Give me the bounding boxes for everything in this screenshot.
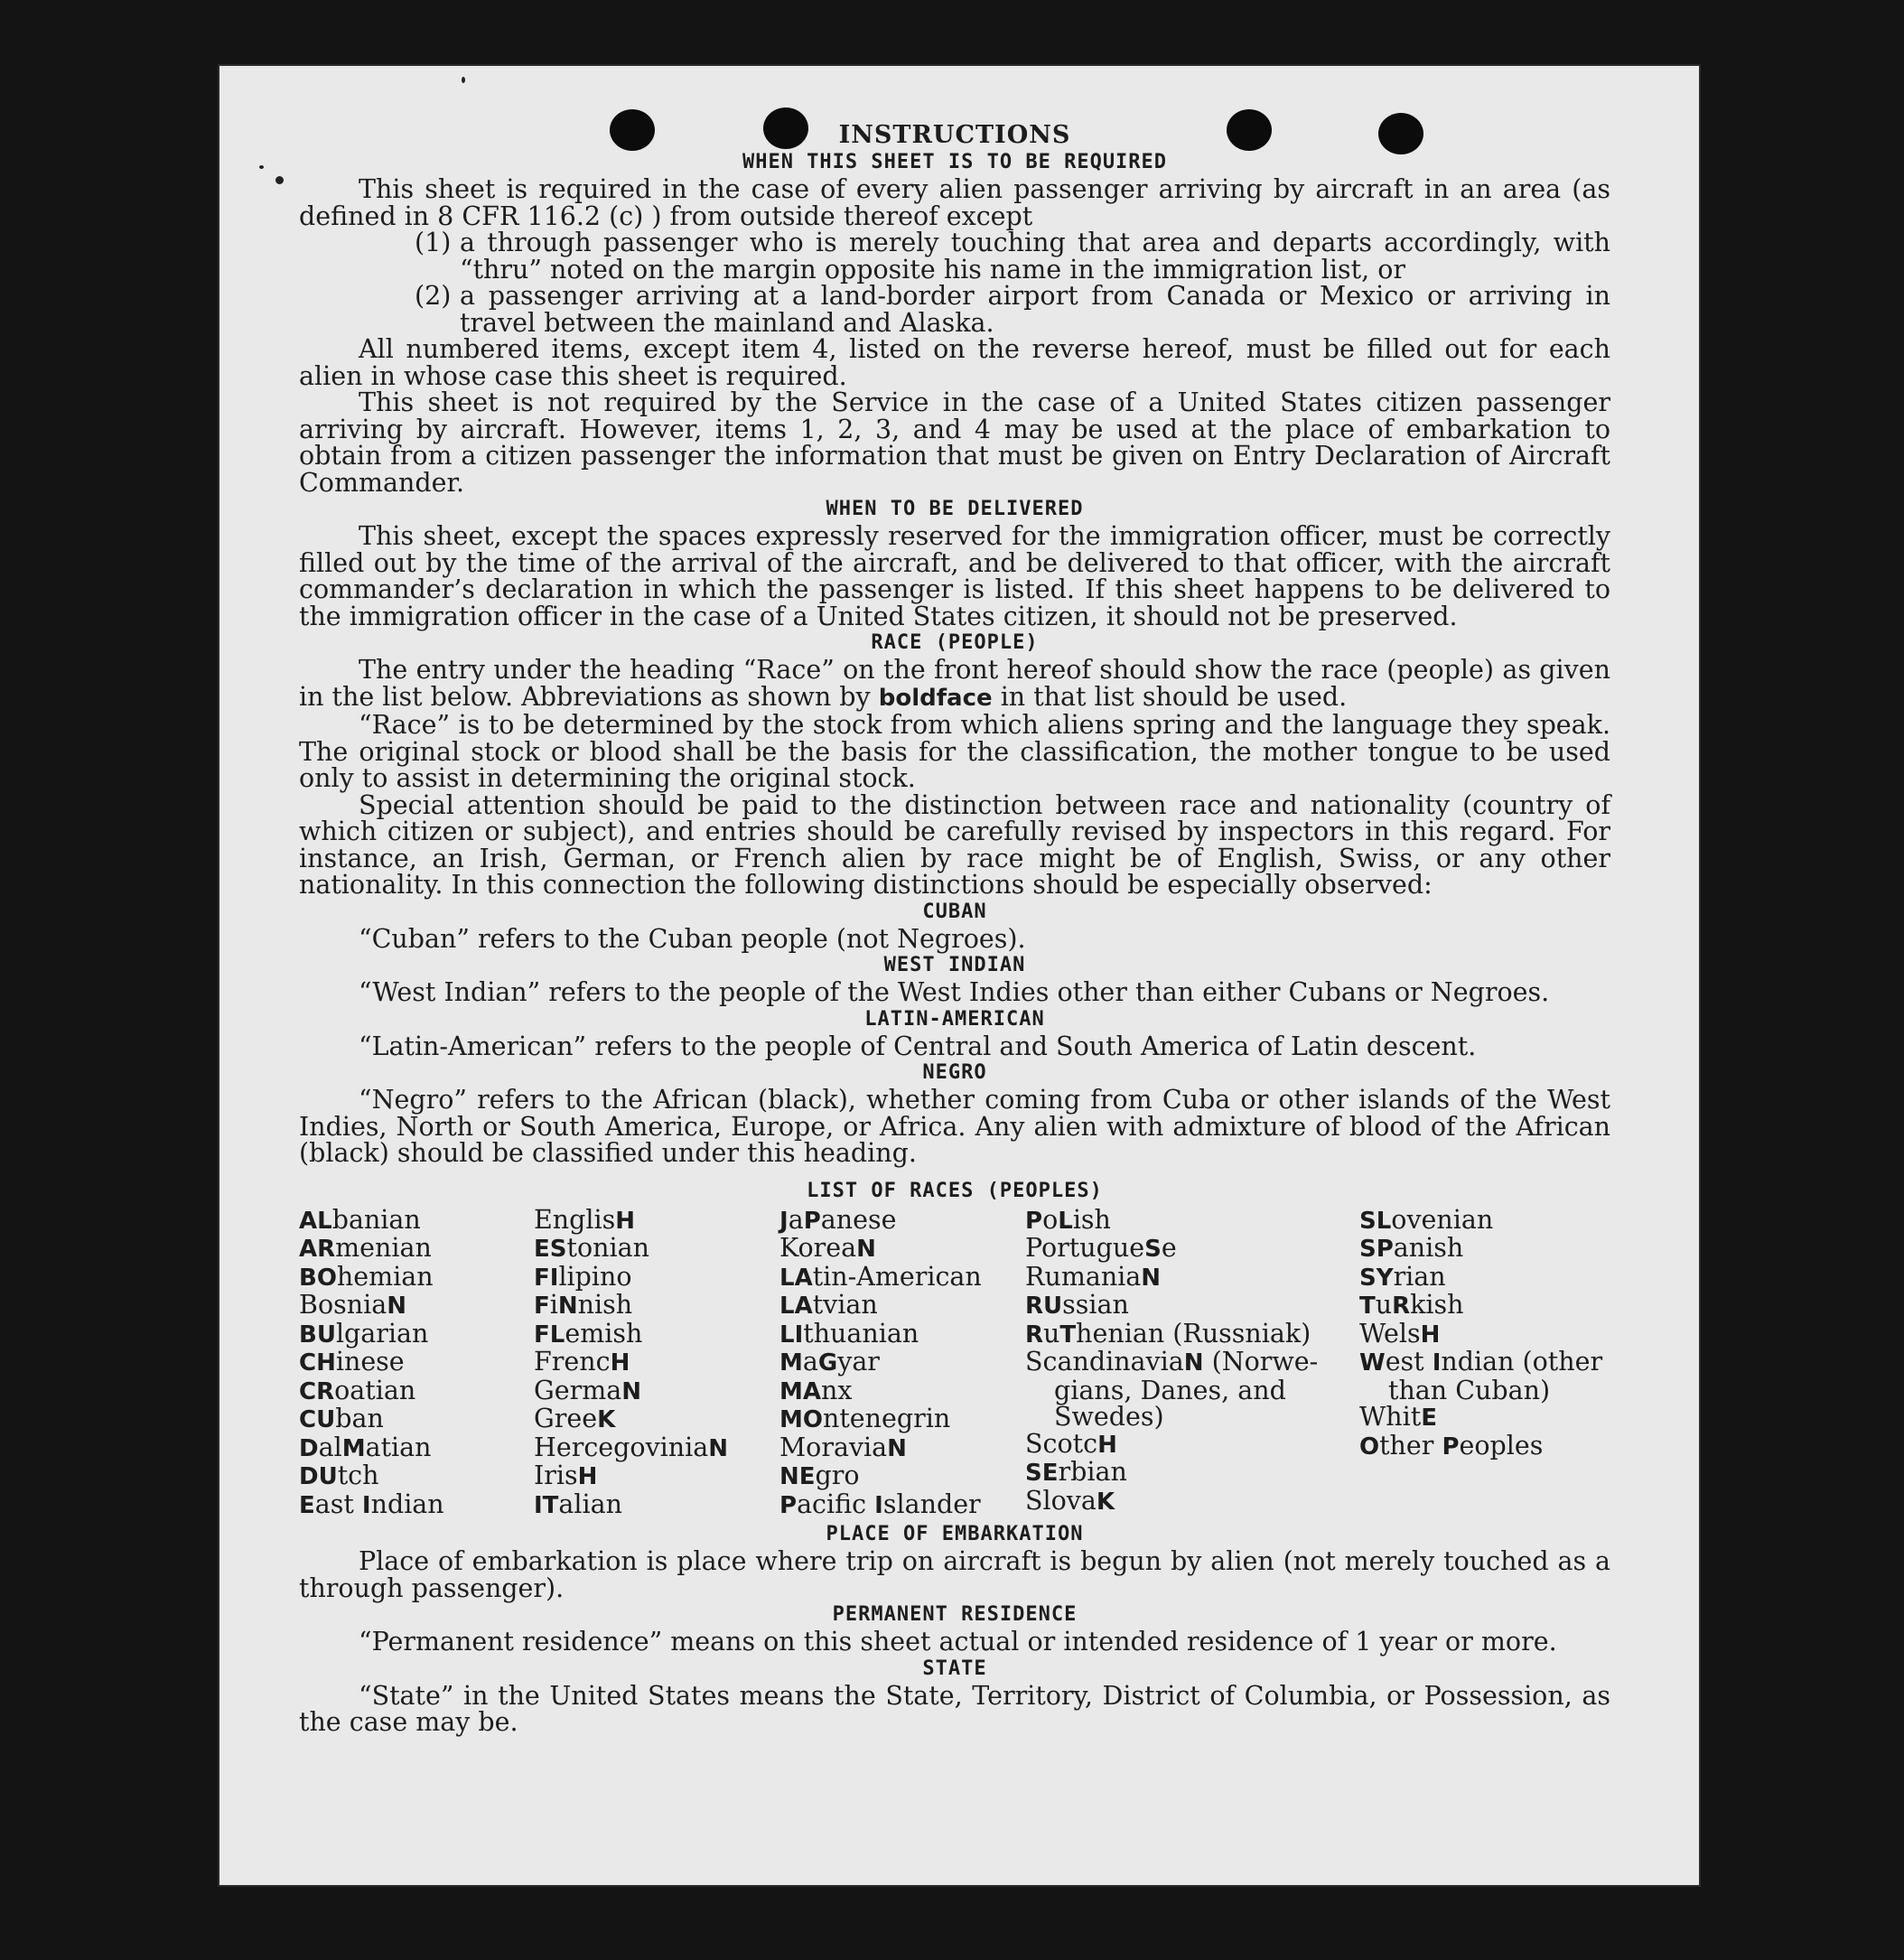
race-entry: MOntenegrin bbox=[779, 1404, 951, 1433]
race-entry: East Indian bbox=[299, 1489, 444, 1519]
race-entry: ALbanian bbox=[299, 1204, 421, 1235]
item-text: a through passenger who is merely touching that area and departs accordingly, with “thru” noted on the margin opposite his name in the immigration list, or bbox=[460, 228, 1610, 285]
race-entry: DUtch bbox=[299, 1461, 379, 1490]
race-entry: MoraviaN bbox=[779, 1432, 907, 1462]
heading-cuban: CUBAN bbox=[922, 900, 987, 923]
race-entry: CUban bbox=[299, 1404, 384, 1433]
race-entry: BosniaN bbox=[299, 1290, 406, 1320]
heading-latin-american: LATIN-AMERICAN bbox=[864, 1007, 1045, 1031]
embarkation-paragraph: Place of embarkation is place where trip on aircraft is begun by alien (not merely touched as a through passenger). bbox=[299, 1546, 1610, 1603]
heading-state: STATE bbox=[922, 1657, 987, 1680]
numbered-items-paragraph: All numbered items, except item 4, listed on the reverse hereof, must be filled out for each alien in whose case this sheet is required. bbox=[299, 334, 1610, 391]
race-entry: EStonian bbox=[534, 1233, 649, 1263]
race-entry: SErbian bbox=[1025, 1457, 1127, 1487]
race-entry: TuRkish bbox=[1359, 1290, 1464, 1320]
race-nationality-paragraph: Special attention should be paid to the distinction between race and nationality (country of which citizen or subject), and entries should be carefully revised by inspectors in this regard. For instance, an Irish, German, or French alien by race might be of English, Swiss, or any other nationality. In this connection the following distinctions should be especially observed: bbox=[299, 789, 1610, 900]
negro-paragraph: “Negro” refers to the African (black), whether coming from Cuba or other islands of the West Indies, North or South America, Europe, or Africa. Any alien with admixture of blood of the African (black) should be classified under this heading. bbox=[299, 1085, 1610, 1168]
instructions-content bbox=[299, 122, 1610, 1736]
race-text: in that list should be used. bbox=[1000, 681, 1348, 712]
race-entry: SlovaK bbox=[1025, 1485, 1115, 1516]
races-list bbox=[299, 1204, 1610, 1520]
race-entry: MAnx bbox=[779, 1375, 853, 1405]
race-entry: BUlgarian bbox=[299, 1318, 429, 1349]
race-paragraph bbox=[299, 657, 1610, 712]
cuban-paragraph: “Cuban” refers to the Cuban people (not Negroes). bbox=[359, 923, 1026, 954]
race-entry: Swedes) bbox=[1054, 1402, 1164, 1432]
race-entry: HercegoviniaN bbox=[534, 1432, 729, 1462]
race-text: The entry under the heading “Race” on the front hereof should show the race (people) as given in the list below. Abbreviations as shown by bbox=[299, 655, 1610, 712]
race-entry: JaPanese bbox=[779, 1204, 897, 1235]
ink-spot bbox=[275, 176, 284, 184]
exception-item bbox=[415, 283, 1610, 336]
boldface-word: boldface bbox=[878, 684, 993, 712]
race-entry: NEgro bbox=[779, 1461, 860, 1490]
race-entry: RuThenian (Russniak) bbox=[1025, 1318, 1311, 1349]
permanent-residence-paragraph: “Permanent residence” means on this sheet actual or intended residence of 1 year or more. bbox=[359, 1627, 1557, 1657]
race-entry: FiNnish bbox=[534, 1290, 633, 1320]
race-entry: ITalian bbox=[534, 1489, 622, 1519]
heading-place-of-embarkation: PLACE OF EMBARKATION bbox=[826, 1523, 1084, 1545]
race-entry: SLovenian bbox=[1359, 1204, 1494, 1235]
heading-when-delivered: WHEN TO BE DELIVERED bbox=[826, 498, 1084, 520]
race-entry: Pacific Islander bbox=[779, 1489, 981, 1519]
heading-west-indian: WEST INDIAN bbox=[883, 954, 1026, 976]
latin-american-paragraph: “Latin-American” refers to the people of Central and South America of Latin descent. bbox=[359, 1031, 1477, 1061]
ink-spot bbox=[462, 77, 465, 83]
race-entry: PoLish bbox=[1025, 1204, 1111, 1235]
race-entry: Other Peoples bbox=[1359, 1430, 1544, 1461]
race-entry: GreeK bbox=[534, 1404, 616, 1433]
race-entry: West Indian (other bbox=[1359, 1347, 1603, 1377]
race-entry: FrencH bbox=[534, 1347, 630, 1377]
document-title: INSTRUCTIONS bbox=[838, 121, 1071, 149]
item-number: (2) bbox=[415, 281, 452, 311]
race-entry: WhitE bbox=[1359, 1402, 1437, 1432]
race-entry: RUssian bbox=[1025, 1290, 1129, 1320]
heading-permanent-residence: PERMANENT RESIDENCE bbox=[832, 1603, 1078, 1626]
race-entry: FIlipino bbox=[534, 1261, 632, 1292]
state-paragraph: “State” in the United States means the State, Territory, District of Columbia, or Possession, as the case may be. bbox=[299, 1680, 1610, 1737]
race-entry: than Cuban) bbox=[1388, 1375, 1551, 1405]
race-entry: LAtvian bbox=[779, 1290, 878, 1320]
document-page bbox=[219, 66, 1699, 1885]
race-entry: CHinese bbox=[299, 1347, 405, 1377]
race-column bbox=[1025, 1204, 1359, 1520]
race-entry: FLemish bbox=[534, 1318, 643, 1349]
race-entry: ScotcH bbox=[1025, 1428, 1117, 1459]
delivered-paragraph: This sheet, except the spaces expressly reserved for the immigration officer, must be correctly filled out by the time of the arrival of the aircraft, and be delivered to that officer, with the aircraft commander’s declaration in which the passenger is listed. If this sheet happens to be delivered to the immigration officer in the case of a United States citizen, it should not be preserved. bbox=[299, 521, 1610, 631]
item-number: (1) bbox=[415, 228, 452, 257]
race-entry: MaGyar bbox=[779, 1347, 880, 1377]
race-entry: EnglisH bbox=[534, 1204, 636, 1235]
race-entry: ScandinaviaN (Norwe- bbox=[1025, 1347, 1319, 1377]
race-entry: WelsH bbox=[1359, 1318, 1441, 1349]
race-entry: GermaN bbox=[534, 1375, 642, 1405]
race-stock-paragraph: “Race” is to be determined by the stock from which aliens spring and the language they speak. The original stock or blood shall be the basis for the classification, the mother tongue to be used only to assist in determining the original stock. bbox=[299, 710, 1610, 793]
race-entry: ARmenian bbox=[299, 1233, 432, 1263]
race-entry: SPanish bbox=[1359, 1233, 1464, 1263]
race-entry: LIthuanian bbox=[779, 1318, 919, 1349]
race-entry: KoreaN bbox=[779, 1233, 876, 1263]
exception-item bbox=[415, 229, 1610, 283]
race-entry: DalMatian bbox=[299, 1432, 432, 1462]
race-entry: SYrian bbox=[1359, 1261, 1446, 1292]
heading-race: RACE (PEOPLE) bbox=[871, 631, 1039, 654]
item-text: a passenger arriving at a land-border airport from Canada or Mexico or arriving in travel between the mainland and Alaska. bbox=[460, 281, 1610, 338]
heading-list-of-races: LIST OF RACES (PEOPLES) bbox=[807, 1179, 1103, 1202]
citizen-paragraph: This sheet is not required by the Service in the case of a United States citizen passenger arriving by aircraft. However, items 1, 2, 3, and 4 may be used at the place of embarkation to obtain from a citizen passenger the information that must be given on Entry Declaration of Aircraft Commander. bbox=[299, 387, 1610, 498]
race-column bbox=[779, 1204, 1025, 1520]
heading-when-required: WHEN THIS SHEET IS TO BE REQUIRED bbox=[742, 151, 1168, 173]
race-entry: gians, Danes, and bbox=[1054, 1375, 1286, 1405]
race-entry: RumaniaN bbox=[1025, 1261, 1162, 1292]
race-entry: PortugueSe bbox=[1025, 1233, 1177, 1263]
race-entry: CRoatian bbox=[299, 1375, 416, 1405]
required-paragraph: This sheet is required in the case of every alien passenger arriving by aircraft in an area (as defined in 8 CFR 116.2 (c) ) from outside thereof except bbox=[299, 174, 1610, 231]
west-indian-paragraph: “West Indian” refers to the people of the West Indies other than either Cubans or Negroes. bbox=[359, 977, 1550, 1007]
race-column bbox=[534, 1204, 779, 1520]
race-entry: BOhemian bbox=[299, 1261, 434, 1292]
race-entry: LAtin-American bbox=[779, 1261, 982, 1292]
heading-negro: NEGRO bbox=[922, 1061, 987, 1084]
race-entry: IrisH bbox=[534, 1461, 598, 1490]
race-column bbox=[299, 1204, 534, 1520]
ink-spot bbox=[259, 165, 264, 169]
race-column bbox=[1359, 1204, 1610, 1520]
